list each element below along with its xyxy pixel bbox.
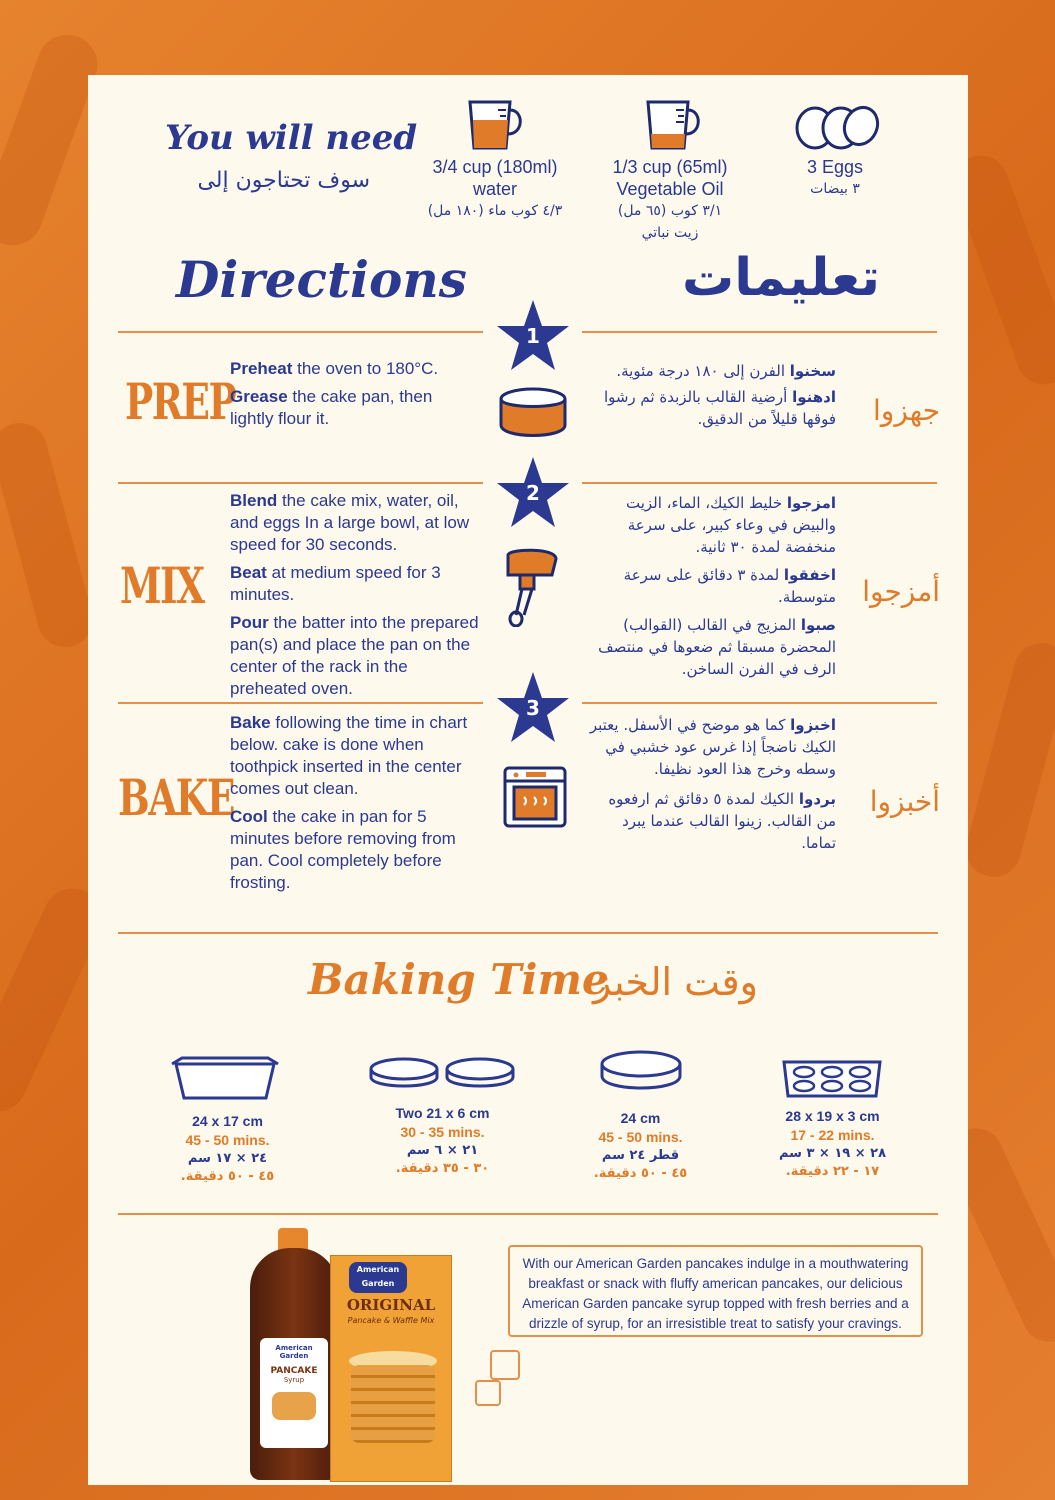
- pan-option: [155, 1113, 300, 1184]
- instruction-ar: اخفقوا لمدة ٣ دقائق على سرعة متوسطة.: [623, 566, 836, 606]
- pan-time-ar: ٣٠ - ٣٥ دقيقة.: [395, 1161, 490, 1176]
- instruction-ar: صبوا المزيج في القالب (القوالب) المحضرة مسبقا ثم ضعوها في منتصف الرف في الفرن الساخن.: [598, 616, 836, 678]
- pan-option: [760, 1108, 905, 1179]
- pan-size-ar: قطر ٢٤ سم: [601, 1148, 680, 1163]
- you-will-need-title-ar: سوف تحتاجون إلى: [197, 168, 370, 193]
- step-number: 3: [526, 696, 540, 720]
- bottle-label: [260, 1338, 328, 1448]
- step-title-mix-ar: أمزجوا: [862, 575, 940, 608]
- baking-time-title: Baking Time: [308, 955, 609, 1004]
- pan-time: 45 - 50 mins.: [185, 1132, 270, 1148]
- decor-square: [490, 1350, 520, 1380]
- ingredient-amount: 3/4 cup (180ml): [432, 157, 558, 177]
- pan-size: 28 x 19 x 3 cm: [785, 1108, 880, 1124]
- step-1-text: [230, 358, 475, 430]
- step-title-prep-ar: جهزوا: [873, 394, 940, 427]
- pan-time-ar: ١٧ - ٢٢ دقيقة.: [785, 1164, 880, 1179]
- divider: [118, 482, 483, 484]
- pan-size: 24 x 17 cm: [192, 1113, 263, 1129]
- rectangular-pan-icon: [170, 1050, 280, 1106]
- whisk-silhouette-icon: [960, 637, 1055, 883]
- you-will-need-title: You will need: [165, 118, 418, 158]
- two-round-pans-icon: [368, 1055, 518, 1095]
- divider: [582, 702, 937, 704]
- divider: [118, 1213, 938, 1215]
- box-subtitle: Pancake & Waffle Mix: [347, 1316, 435, 1325]
- divider: [118, 702, 483, 704]
- instruction-ar: ادهنوا أرضية القالب بالزبدة ثم رشوا فوقها قليلاً من الدقيق.: [603, 388, 836, 428]
- baking-time-title-ar: وقت الخبز: [592, 960, 758, 1004]
- ingredient-water: [415, 156, 575, 222]
- divider: [118, 932, 938, 934]
- ingredient-amount: 1/3 cup (65ml): [612, 157, 728, 177]
- pan-time: 17 - 22 mins.: [790, 1127, 875, 1143]
- step-1-badge: [495, 298, 571, 374]
- pan-time: 45 - 50 mins.: [598, 1129, 683, 1145]
- pan-size-ar: ٢١ × ٦ سم: [406, 1143, 479, 1158]
- ingredient-name: water: [472, 179, 517, 199]
- step-2-text: [230, 490, 480, 700]
- step-1-text-ar: [588, 360, 836, 430]
- hand-mixer-icon: [502, 545, 562, 627]
- instruction-ar: امزجوا خليط الكيك، الماء، الزيت والبيض في وعاء كبير، على سرعة منخفضة لمدة ٣٠ ثانية.: [625, 494, 836, 556]
- step-title-prep: PREP: [125, 372, 236, 431]
- step-3-badge: [495, 670, 571, 746]
- syrup-label: PANCAKE: [270, 1366, 318, 1376]
- instruction: Bake following the time in chart below. cake is done when toothpick inserted in the center comes out clean.: [230, 713, 468, 798]
- muffin-pan-icon: [780, 1052, 884, 1102]
- instruction: Grease the cake pan, then lightly flour it.: [230, 387, 433, 428]
- ingredient-ar: ٤/٣ كوب ماء (١٨٠ مل): [427, 203, 563, 219]
- divider: [582, 331, 937, 333]
- directions-title: Directions: [176, 250, 467, 309]
- pan-option: [370, 1105, 515, 1176]
- syrup-bottle: [248, 1228, 340, 1483]
- instruction: Cool the cake in pan for 5 minutes before removing from pan. Cool completely before frosting.: [230, 807, 456, 892]
- spoon-silhouette-icon: [0, 417, 99, 653]
- instruction: Pour the batter into the prepared pan(s) and place the pan on the center of the rack in the preheated oven.: [230, 613, 479, 698]
- pan-time-ar: ٤٥ - ٥٠ دقيقة.: [593, 1166, 688, 1181]
- step-2-text-ar: [588, 492, 836, 680]
- step-2-badge: [495, 455, 571, 531]
- step-title-bake: BAKE: [118, 768, 234, 827]
- instruction-ar: اخبزوا كما هو موضح في الأسفل. يعتبر الكيك ناضجاً إذا غرس عود خشبي في وسطه وخرج هذا العود نظيفا.: [589, 716, 836, 778]
- syrup-brand: American Garden: [275, 1344, 313, 1360]
- ingredient-ar-name: زيت نباتي: [641, 225, 699, 241]
- step-title-mix: MIX: [120, 556, 204, 615]
- ingredient-eggs: [775, 156, 895, 200]
- pan-time-ar: ٤٥ - ٥٠ دقيقة.: [180, 1169, 275, 1184]
- instruction: Blend the cake mix, water, oil, and eggs In a large bowl, at low speed for 30 seconds.: [230, 491, 470, 554]
- pan-size-ar: ٢٨ × ١٩ × ٣ سم: [778, 1146, 887, 1161]
- eggs-icon: [793, 104, 881, 150]
- decor-square: [475, 1380, 501, 1406]
- step-title-bake-ar: أخبزوا: [869, 785, 940, 818]
- round-pan-icon: [598, 1048, 684, 1096]
- box-title: ORIGINAL: [346, 1296, 436, 1314]
- syrup-sub: Syrup: [283, 1376, 305, 1384]
- directions-title-ar: تعليمات: [682, 248, 880, 308]
- bottle-cap: [278, 1228, 308, 1250]
- pan-size: 24 cm: [620, 1110, 661, 1126]
- divider: [582, 482, 937, 484]
- pancake-stack-icon: [349, 1351, 437, 1451]
- measuring-cup-icon: [462, 96, 530, 152]
- ingredient-ar: ٣/١ كوب (٦٥ مل): [617, 203, 723, 219]
- ingredient-name: Vegetable Oil: [616, 179, 724, 199]
- pan-option: [568, 1110, 713, 1181]
- promo-text-box: With our American Garden pancakes indulge in a mouthwatering breakfast or snack with fluffy american pancakes, our delicious American Garden pancake syrup topped with fresh berries and a drizzle of syrup, for an irresistible treat to satisfy your cravings.: [508, 1245, 923, 1337]
- pancake-stack-icon: [272, 1392, 316, 1420]
- divider: [118, 331, 483, 333]
- oven-icon: [502, 765, 568, 829]
- instruction: Preheat the oven to 180°C.: [230, 359, 439, 378]
- instruction-ar: سخنوا الفرن إلى ١٨٠ درجة مئوية.: [616, 362, 836, 380]
- instruction: Beat at medium speed for 3 minutes.: [230, 563, 441, 604]
- box-logo: American Garden: [349, 1262, 407, 1293]
- pan-time: 30 - 35 mins.: [400, 1124, 485, 1140]
- step-3-text-ar: [588, 714, 836, 854]
- ingredient-ar: ٣ بيضات: [810, 181, 860, 197]
- step-number: 2: [526, 481, 540, 505]
- ingredient-oil: [590, 156, 750, 244]
- instruction-ar: بردوا الكيك لمدة ٥ دقائق ثم ارفعوه من القالب. زينوا القالب عندما يبرد تماما.: [608, 790, 836, 852]
- measuring-cup-icon: [640, 96, 708, 152]
- pan-size-ar: ٢٤ × ١٧ سم: [187, 1151, 268, 1166]
- pan-size: Two 21 x 6 cm: [395, 1105, 490, 1121]
- pancake-mix-box: [330, 1255, 452, 1482]
- cake-pan-icon: [497, 385, 569, 441]
- step-number: 1: [526, 324, 540, 348]
- step-3-text: [230, 712, 488, 894]
- ingredient-amount: 3 Eggs: [806, 157, 864, 177]
